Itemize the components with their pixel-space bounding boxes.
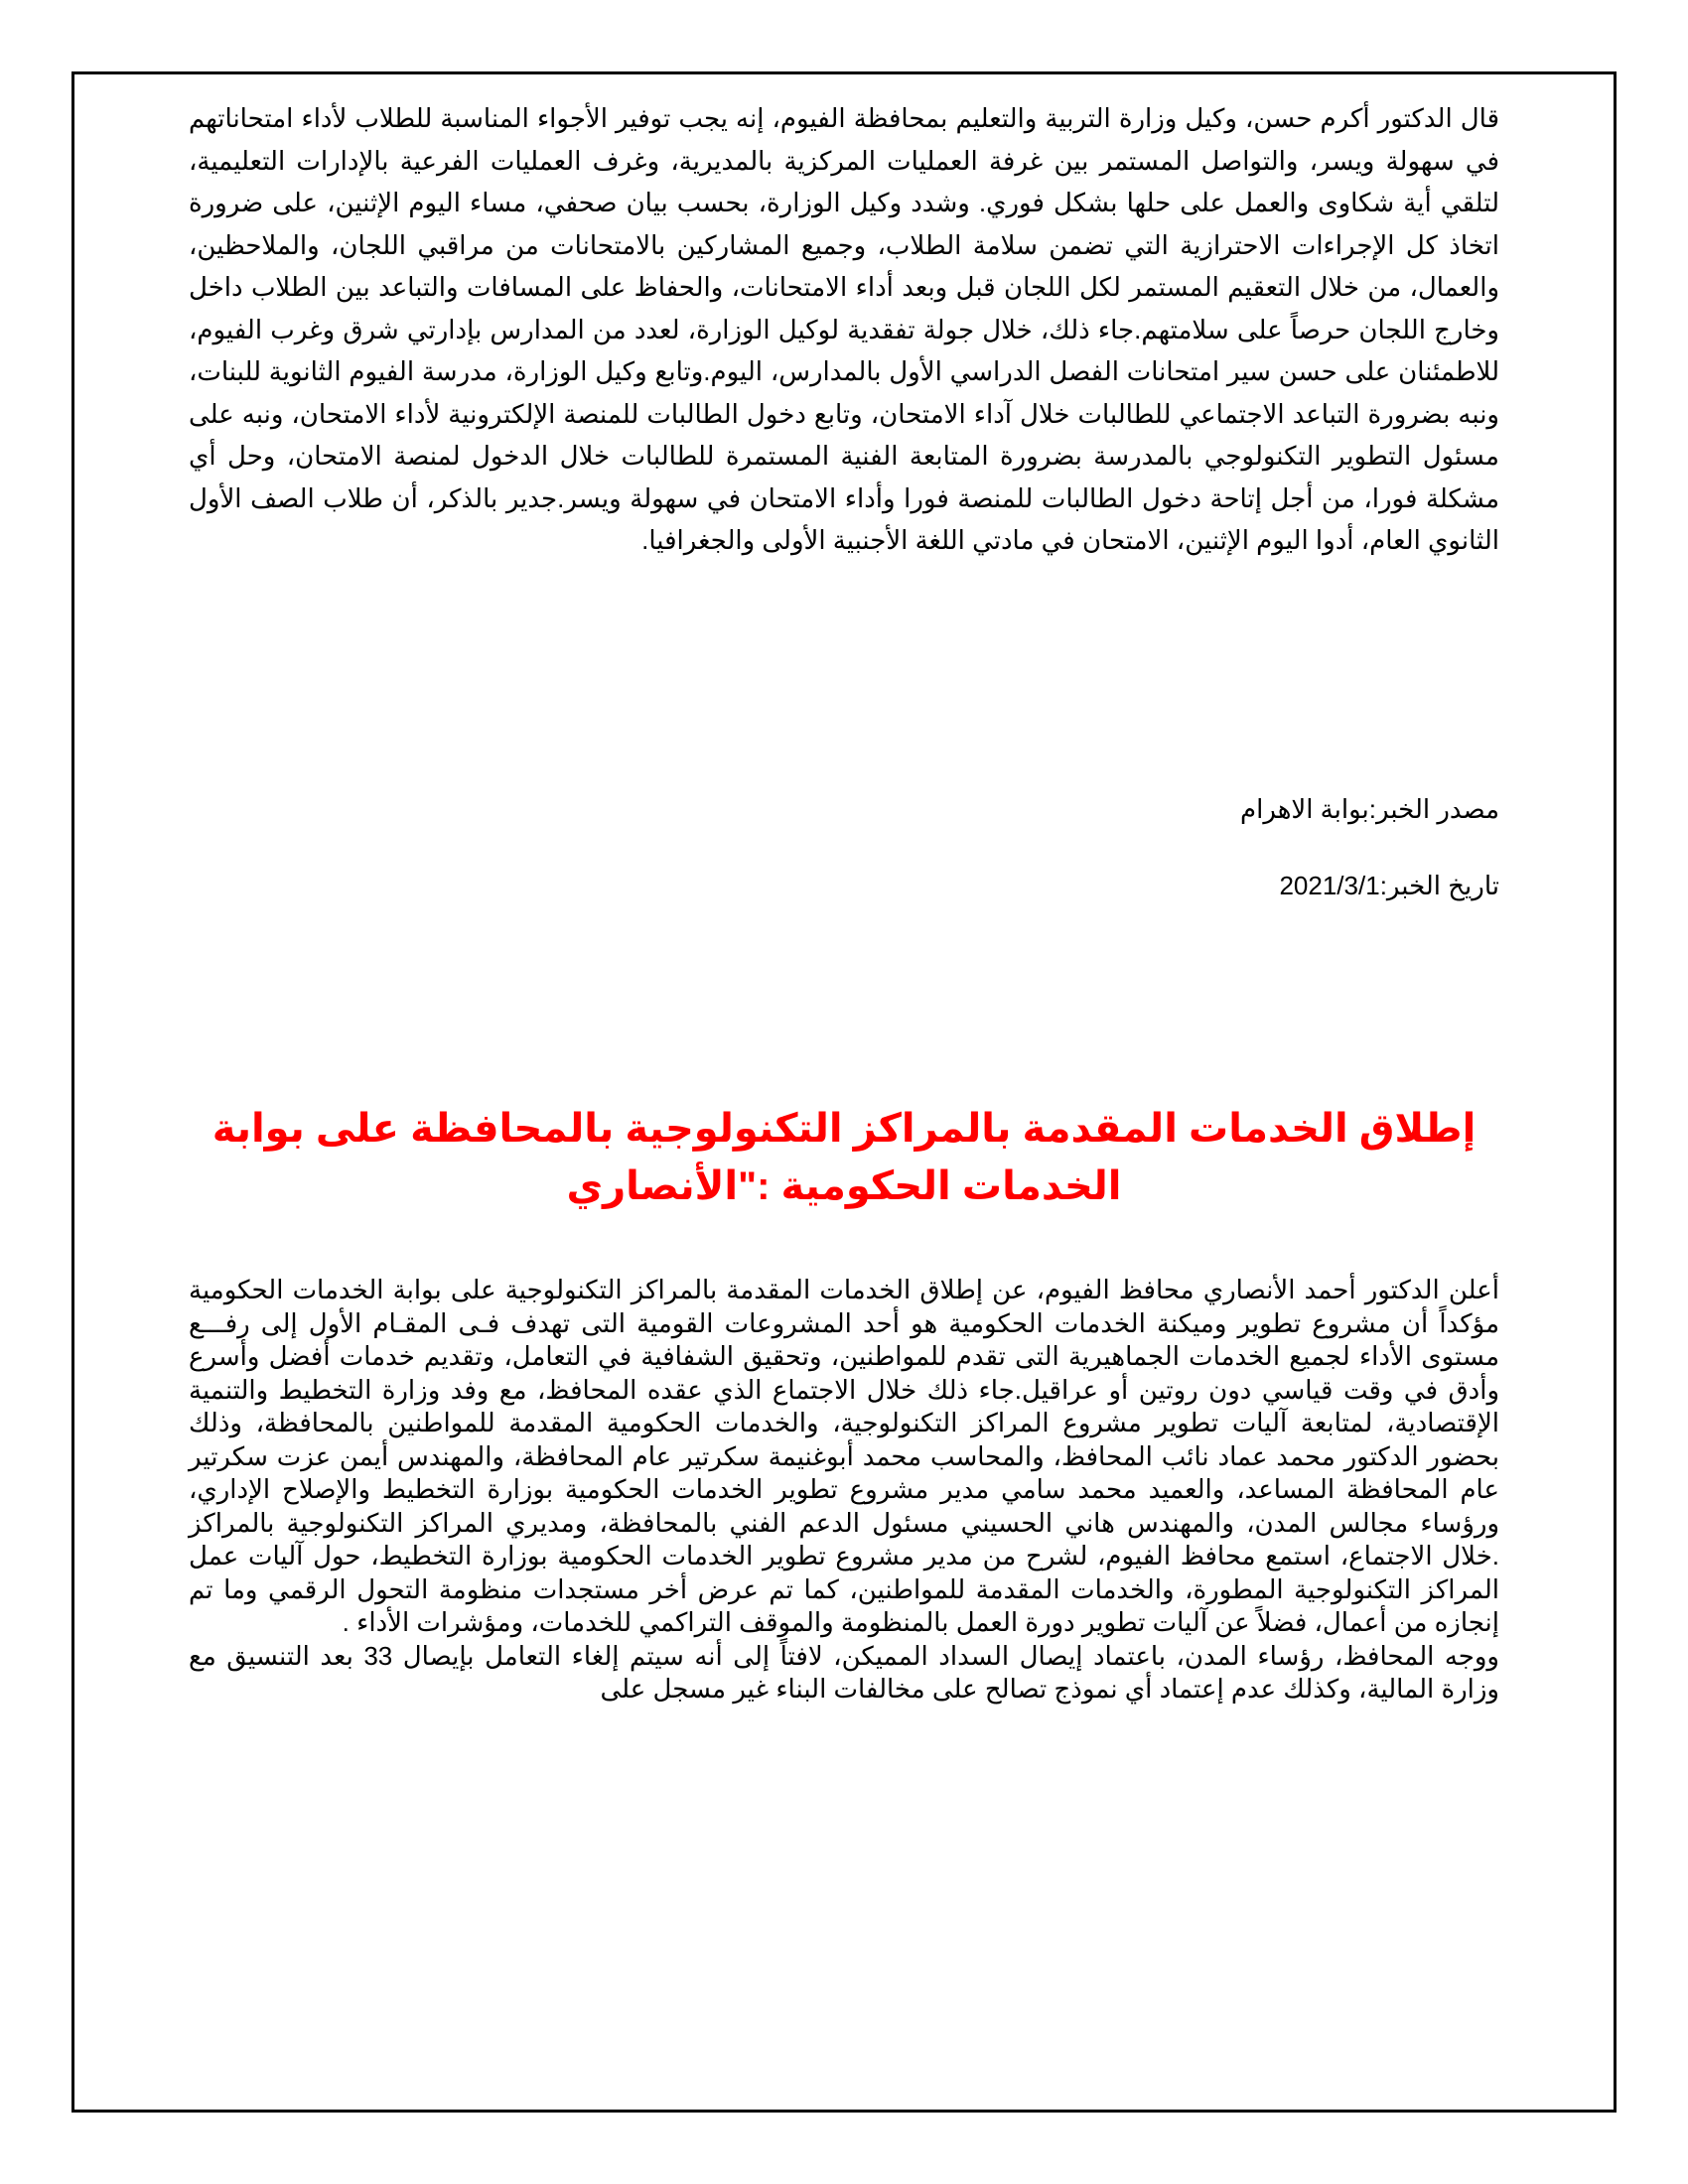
article-1-body bbox=[189, 97, 1499, 562]
article-2-headline: إطلاق الخدمات المقدمة بالمراكز التكنولوجية بالمحافظة على بوابة الخدمات الحكومية :"الأنصاري bbox=[211, 1107, 1477, 1208]
article-1-paragraph: قال الدكتور أكرم حسن، وكيل وزارة التربية والتعليم بمحافظة الفيوم، إنه يجب توفير الأجواء المناسبة للطلاب لأداء امتحاناتهم في سهولة ويسر، والتواصل المستمر بين غرفة العمليات المركزية بالمديرية، وغرف العمليات الفرعية بالإدارات التعليمية، لتلقي أية شكاوى والعمل على حلها بشكل فوري. وشدد وكيل الوزارة، بحسب بيان صحفي، مساء اليوم الإثنين، على ضرورة اتخاذ كل الإجراءات الاحترازية التي تضمن سلامة الطلاب، وجميع المشاركين بالامتحانات من مراقبي اللجان، والملاحظين، والعمال، من خلال التعقيم المستمر لكل اللجان قبل وبعد أداء الامتحانات، والحفاظ على المسافات والتباعد بين الطلاب داخل وخارج اللجان حرصاً على سلامتهم.جاء ذلك، خلال جولة تفقدية لوكيل الوزارة، لعدد من المدارس بإدارتي شرق وغرب الفيوم، للاطمئنان على حسن سير امتحانات الفصل الدراسي الأول بالمدارس، اليوم.وتابع وكيل الوزارة، مدرسة الفيوم الثانوية للبنات، ونبه بضرورة التباعد الاجتماعي للطالبات خلال آداء الامتحان، وتابع دخول الطالبات للمنصة الإلكترونية لأداء الامتحان، ونبه على مسئول التطوير التكنولوجي بالمدرسة بضرورة المتابعة الفنية المستمرة للطالبات خلال الدخول لمنصة الامتحان، وحل أي مشكلة فورا، من أجل إتاحة دخول الطالبات للمنصة فورا وأداء الامتحان في سهولة ويسر.جدير بالذكر، أن طلاب الصف الأول الثانوي العام، أدوا اليوم الإثنين، الامتحان في مادتي اللغة الأجنبية الأولى والجغرافيا. bbox=[189, 103, 1499, 555]
news-source: مصدر الخبر:بوابة الاهرام bbox=[1240, 794, 1499, 824]
article-2-body bbox=[189, 1274, 1499, 1706]
article-2-paragraph-continued: ووجه المحافظ، رؤساء المدن، باعتماد إيصال السداد المميكن، لافتاً إلى أنه سيتم إلغاء التعامل بإيصال 33 بعد التنسيق مع وزارة المالية، وكذلك عدم إعتماد أي نموذج تصالح على مخالفات البناء غير مسجل على bbox=[189, 1640, 1499, 1704]
news-date: تاريخ الخبر:2021/3/1 bbox=[1279, 871, 1499, 900]
article-2-paragraph: أعلن الدكتور أحمد الأنصاري محافظ الفيوم، عن إطلاق الخدمات المقدمة بالمراكز التكنولوجية على بوابة الخدمات الحكومية مؤكداً أن مشروع تطوير وميكنة الخدمات الحكومية هو أحد المشروعات القومية التى تهدف فـى المقـام الأول إلى رفـــع مستوى الأداء لجميع الخدمات الجماهيرية التى تقدم للمواطنين، وتحقيق الشفافية في التعامل، وتقديم خدمات أفضل وأسرع وأدق في وقت قياسي دون روتين أو عراقيل.جاء ذلك خلال الاجتماع الذي عقده المحافظ، مع وفد وزارة التخطيط والتنمية الإقتصادية، لمتابعة آليات تطوير مشروع المراكز التكنولوجية، والخدمات الحكومية المقدمة للمواطنين بالمحافظة، وذلك بحضور الدكتور محمد عماد نائب المحافظ، والمحاسب محمد أبوغنيمة سكرتير عام المحافظة، والمهندس أيمن عزت سكرتير عام المحافظة المساعد، والعميد محمد سامي مدير مشروع تطوير الخدمات الحكومية بوزارة التخطيط والإصلاح الإداري، ورؤساء مجالس المدن، والمهندس هاني الحسيني مسئول الدعم الفني بالمحافظة، ومديري المراكز التكنولوجية بالمراكز .خلال الاجتماع، استمع محافظ الفيوم، لشرح من مدير مشروع تطوير الخدمات الحكومية بوزارة التخطيط، حول آليات عمل المراكز التكنولوجية المطورة، والخدمات المقدمة للمواطنين، كما تم عرض أخر مستجدات منظومة التحول الرقمي وما تم إنجازه من أعمال، فضلاً عن آليات تطوير دورة العمل بالمنظومة والموقف التراكمي للخدمات، ومؤشرات الأداء . bbox=[189, 1275, 1499, 1637]
